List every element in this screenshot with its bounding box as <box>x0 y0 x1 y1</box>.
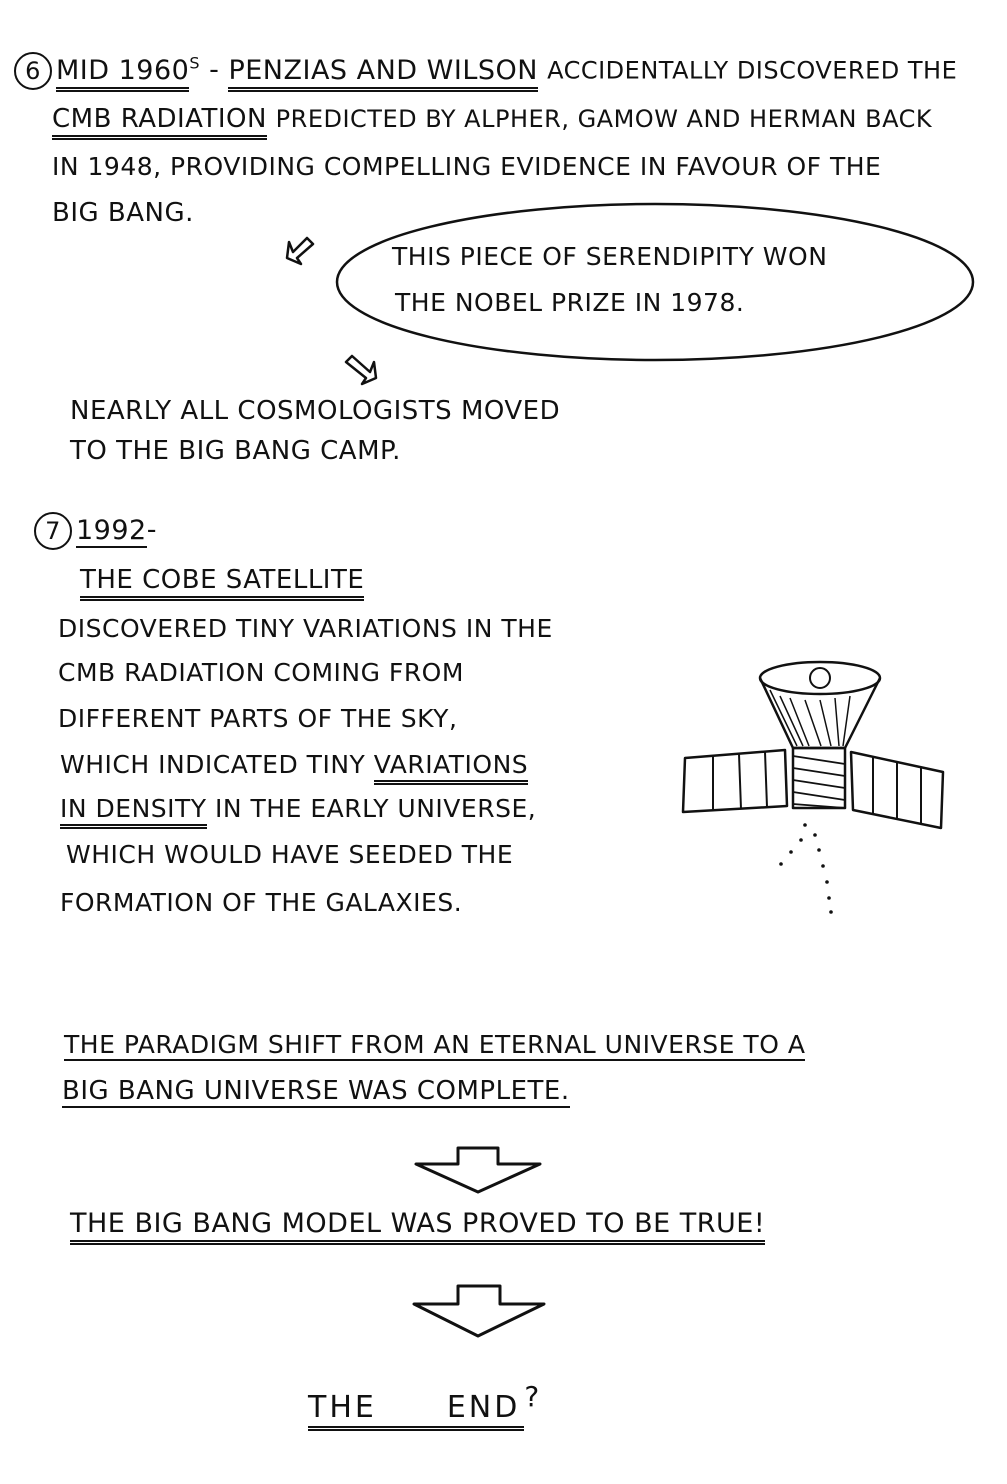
section-7-line-1: DISCOVERED TINY VARIATIONS IN THE <box>58 614 553 643</box>
speech-bubble-line-1: THIS PIECE OF SERENDIPITY WON <box>392 242 828 271</box>
arrow-down-right-icon <box>336 340 386 390</box>
arrow-down-left-icon <box>283 220 333 270</box>
section-7-line-7: FORMATION OF THE GALAXIES. <box>60 888 463 917</box>
section-6-number: 6 <box>14 52 52 90</box>
section-7-heading <box>80 565 364 595</box>
satellite-panel-left <box>683 750 787 812</box>
the-end-question-mark: ? <box>524 1380 543 1413</box>
section-7-line-4 <box>60 750 528 779</box>
conclusion-line-3-text: THE BIG BANG MODEL WAS PROVED TO BE TRUE! <box>70 1208 765 1245</box>
the-end-text <box>308 1390 524 1431</box>
arrow-down-icon-2 <box>410 1280 548 1342</box>
section-7-year: 1992 <box>76 514 147 546</box>
the-end-word-the: THE <box>308 1390 377 1425</box>
the-end <box>308 1380 542 1425</box>
section-7-dash: - <box>146 514 157 546</box>
arrow-down-icon <box>412 1142 544 1198</box>
section-7-line-5 <box>60 794 536 823</box>
conclusion-line-1-text: THE PARADIGM SHIFT FROM AN ETERNAL UNIVERSE TO A <box>64 1030 806 1059</box>
section-7-line-2: CMB RADIATION COMING FROM <box>58 658 464 687</box>
section-6-cmb: CMB RADIATION <box>52 104 267 140</box>
satellite-dish-rim <box>760 662 880 694</box>
section-7-line-4-start: WHICH INDICATED TINY <box>60 750 374 779</box>
section-6-date-suffix: S <box>189 53 201 73</box>
section-6-line-4: BIG BANG. <box>52 198 194 228</box>
conclusion-line-3 <box>70 1208 765 1239</box>
section-7-line-5-rest: IN THE EARLY UNIVERSE, <box>206 794 537 823</box>
section-6-date: MID 1960 <box>56 55 189 92</box>
section-6-line-2-rest: PREDICTED BY ALPHER, GAMOW AND HERMAN BACK <box>275 105 933 133</box>
satellite-drawing <box>675 660 950 930</box>
section-6-result-line-2: TO THE BIG BANG CAMP. <box>70 436 401 466</box>
conclusion-line-2 <box>62 1076 570 1106</box>
section-6-result-line-1: NEARLY ALL COSMOLOGISTS MOVED <box>70 396 561 426</box>
section-7-heading-text: THE COBE SATELLITE <box>80 565 364 601</box>
section-7-line-5-underlined: IN DENSITY <box>60 794 207 829</box>
section-6-line-1-rest: ACCIDENTALLY DISCOVERED THE <box>547 56 958 85</box>
section-7-number: 7 <box>34 512 72 550</box>
speech-bubble-line-2: THE NOBEL PRIZE IN 1978. <box>395 288 745 317</box>
section-7-line-6: WHICH WOULD HAVE SEEDED THE <box>66 840 514 869</box>
conclusion-line-1 <box>64 1030 805 1059</box>
conclusion-line-2-text: BIG BANG UNIVERSE WAS COMPLETE. <box>62 1076 570 1106</box>
the-end-word-end: END <box>446 1390 521 1425</box>
section-6-names: PENZIAS AND WILSON <box>228 55 538 92</box>
section-6-dash: - <box>209 54 220 86</box>
section-6-line-3: IN 1948, PROVIDING COMPELLING EVIDENCE IN FAVOUR OF THE <box>52 152 882 181</box>
speech-bubble-outline <box>337 204 973 360</box>
section-7-header <box>34 512 157 550</box>
section-7-line-3: DIFFERENT PARTS OF THE SKY, <box>58 704 458 733</box>
section-7-line-4-underlined: VARIATIONS <box>374 750 528 785</box>
